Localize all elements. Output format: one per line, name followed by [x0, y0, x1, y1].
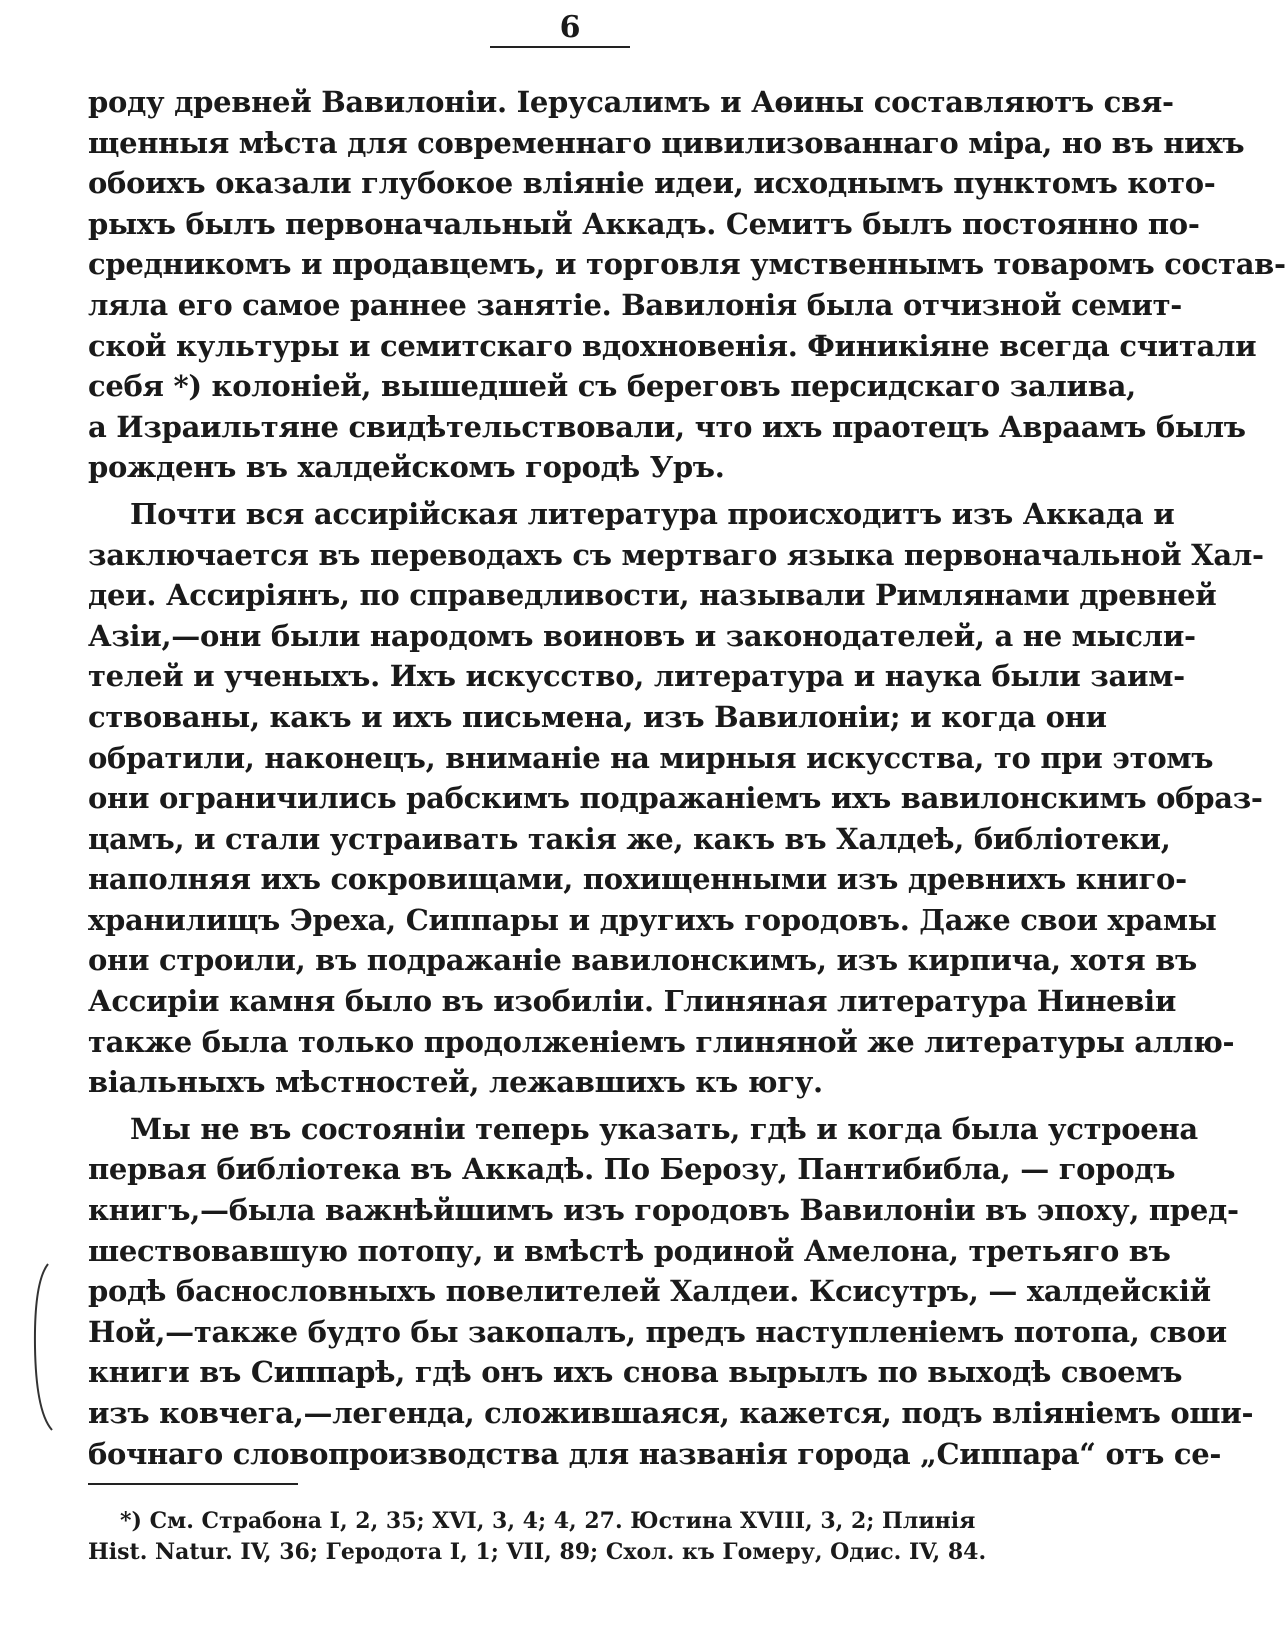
text-line: віальныхъ мѣстностей, лежавшихъ къ югу.	[88, 1065, 823, 1100]
text-line: обоихъ оказали глубокое вліяніе идеи, исходнымъ пунктомъ кото-	[88, 166, 1216, 201]
paragraph-2	[88, 494, 1264, 1103]
page-number: 6	[559, 10, 581, 45]
text-line: обратили, наконецъ, вниманіе на мирныя искусства, то при этомъ	[88, 740, 1214, 775]
text-line: цамъ, и стали устраивать такія же, какъ въ Халдеѣ, библіотеки,	[88, 821, 1171, 856]
footnote	[88, 1506, 1033, 1568]
text-line: заключается въ переводахъ съ мертваго языка первоначальной Хал-	[88, 537, 1264, 572]
paragraph-1	[88, 82, 1286, 488]
text-line: первая библіотека въ Аккадѣ. По Берозу, Пантибибла, — городъ	[88, 1152, 1176, 1187]
text-line: Мы не въ состояніи теперь указать, гдѣ и когда была устроена	[130, 1111, 1198, 1146]
body-text	[88, 82, 1286, 1474]
text-line: себя *) колоніей, вышедшей съ береговъ персидскаго залива,	[88, 369, 1136, 404]
text-line: родѣ баснословныхъ повелителей Халдеи. Ксисутръ, — халдейскій	[88, 1274, 1211, 1309]
text-line: также была только продолженіемъ глиняной же литературы аллю-	[88, 1024, 1235, 1059]
text-line: наполняя ихъ сокровищами, похищенными изъ древнихъ книго-	[88, 862, 1187, 897]
text-line: Ассиріи камня было въ изобиліи. Глиняная литература Ниневіи	[88, 984, 1177, 1019]
header-rule	[490, 46, 630, 48]
text-line: а Израильтяне свидѣтельствовали, что ихъ праотецъ Авраамъ былъ	[88, 409, 1246, 444]
paragraph-3	[88, 1109, 1254, 1474]
footnote-line: Hist. Natur. IV, 36; Геродота I, 1; VII, 89; Схол. къ Гомеру, Одис. IV, 84.	[88, 1539, 987, 1565]
text-line: рыхъ былъ первоначальный Аккадъ. Семитъ былъ постоянно по-	[88, 206, 1200, 241]
text-line: щенныя мѣста для современнаго цивилизованнаго міра, но въ нихъ	[88, 125, 1245, 160]
text-line: ской культуры и семитскаго вдохновенія. Финикіяне всегда считали	[88, 328, 1257, 363]
text-line: рожденъ въ халдейскомъ городѣ Уръ.	[88, 450, 725, 485]
text-line: роду древней Вавилоніи. Іерусалимъ и Аѳины составляютъ свя-	[88, 85, 1174, 119]
text-line: они строили, въ подражаніе вавилонскимъ, изъ кирпича, хотя въ	[88, 943, 1198, 978]
text-line: Азіи,—они были народомъ воиновъ и законодателей, а не мысли-	[88, 618, 1196, 653]
text-line: книгъ,—была важнѣйшимъ изъ городовъ Вавилоніи въ эпоху, пред-	[88, 1193, 1239, 1228]
text-line: бочнаго словопроизводства для названія города „Сиппара“ отъ се-	[88, 1436, 1222, 1471]
text-line: они ограничились рабскимъ подражаніемъ ихъ вавилонскимъ образ-	[88, 781, 1263, 816]
text-line: телей и ученыхъ. Ихъ искусство, литература и наука были заим-	[88, 659, 1185, 694]
text-line: хранилищъ Эреха, Сиппары и другихъ городовъ. Даже свои храмы	[88, 902, 1217, 937]
text-line: шествовавшую потопу, и вмѣстѣ родиной Амелона, третьяго въ	[88, 1233, 1171, 1268]
text-line: Почти вся ассирійская литература происходитъ изъ Аккада и	[130, 496, 1175, 531]
footnote-rule	[88, 1483, 298, 1485]
text-line: ляла его самое раннее занятіе. Вавилонія была отчизной семит-	[88, 287, 1182, 322]
text-line: изъ ковчега,—легенда, сложившаяся, кажется, подъ вліяніемъ оши-	[88, 1396, 1254, 1430]
text-line: Ной,—также будто бы закопалъ, предъ наступленіемъ потопа, свои	[88, 1314, 1227, 1349]
text-line: деи. Ассиріянъ, по справедливости, называли Римлянами древней	[88, 578, 1217, 613]
text-line: средникомъ и продавцемъ, и торговля умственнымъ товаромъ состав-	[88, 247, 1286, 282]
margin-bracket-mark	[32, 1262, 54, 1432]
footnote-line: *) См. Страбона I, 2, 35; XVI, 3, 4; 4, 27. Юстина XVIII, 3, 2; Плинія	[120, 1508, 976, 1534]
text-line: книги въ Сиппарѣ, гдѣ онъ ихъ снова вырылъ по выходѣ своемъ	[88, 1355, 1183, 1390]
text-line: ствованы, какъ и ихъ письмена, изъ Вавилоніи; и когда они	[88, 699, 1107, 734]
